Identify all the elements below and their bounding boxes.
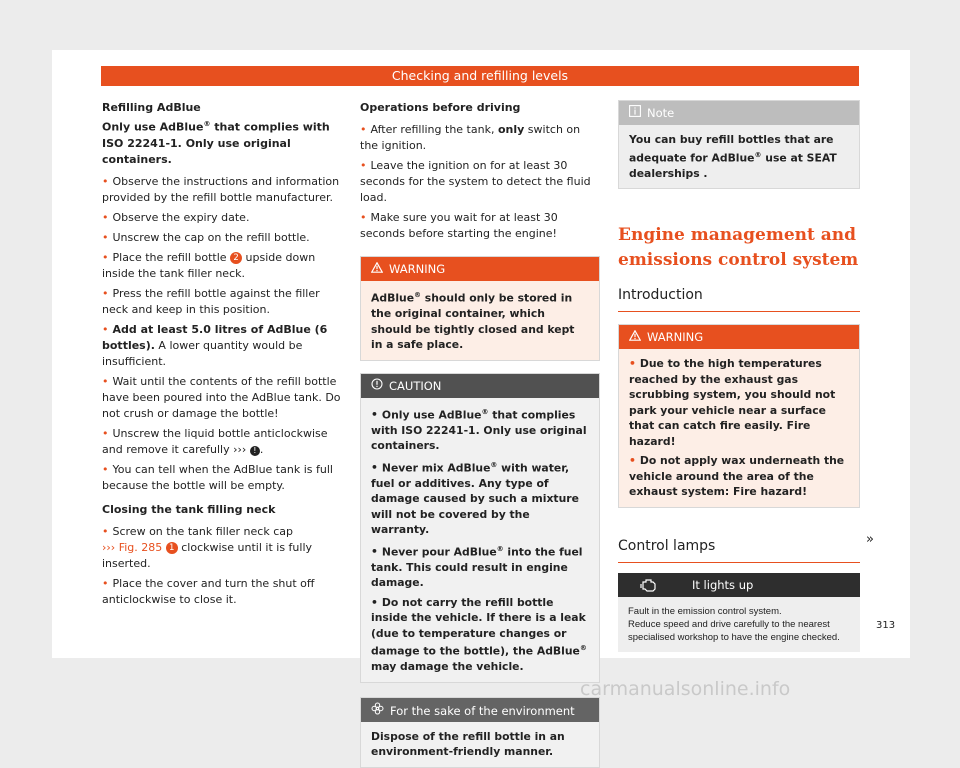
- caution-box: [360, 373, 600, 683]
- list-item: • Do not apply wax underneath the vehicle around the area of the exhaust system: Fire hazard!: [629, 454, 845, 499]
- engine-lamp-icon: [640, 573, 658, 605]
- callout-number: 2: [230, 252, 242, 264]
- environment-text: Dispose of the refill bottle in an environment-friendly manner.: [361, 722, 599, 767]
- environment-flower-icon: [371, 702, 384, 719]
- warning-header: WARNING: [361, 257, 599, 281]
- column-2: [360, 100, 600, 768]
- list-item: • Only use AdBlue® that complies with ISO 22241-1. Only use original containers.: [371, 407, 587, 453]
- warning-box: [618, 324, 860, 508]
- note-box: [618, 100, 860, 189]
- lamp-description: Fault in the emission control system. Reduce speed and drive carefully to the nearest specialised workshop to have the engine checked.: [618, 597, 860, 652]
- warning-triangle-icon: [629, 329, 641, 345]
- note-header: Note: [619, 101, 859, 125]
- list-item: • Unscrew the cap on the refill bottle.: [102, 230, 310, 244]
- column-3: [618, 100, 860, 652]
- lamp-header: [618, 573, 860, 597]
- list-item: • Place the cover and turn the shut off anticlockwise to close it.: [102, 576, 315, 606]
- caution-text: [361, 398, 599, 682]
- environment-header: For the sake of the environment: [361, 698, 599, 722]
- list-item: • Due to the high temperatures reached by the exhaust gas scrubbing system, you should not park your vehicle near a surface that can catch fire easily. Fire hazard!: [629, 357, 836, 448]
- caution-header: CAUTION: [361, 374, 599, 398]
- watermark: carmanualsonline.info: [580, 678, 791, 700]
- control-lamps-heading: Control lamps: [618, 536, 860, 563]
- list-item: • Make sure you wait for at least 30 seconds before starting the engine!: [360, 211, 558, 240]
- refilling-heading: Refilling AdBlue: [102, 101, 201, 114]
- alert-icon: !: [250, 446, 260, 456]
- caution-circle-icon: [371, 378, 383, 394]
- note-text: You can buy refill bottles that are adequate for AdBlue® use at SEAT dealerships .: [619, 125, 859, 188]
- page-number: 313: [876, 620, 896, 631]
- list-item: • Place the refill bottle 2 upside down inside the tank filler neck.: [102, 250, 316, 280]
- warning-box: [360, 256, 600, 361]
- warning-triangle-icon: [371, 261, 383, 277]
- section-header: Checking and refilling levels: [101, 66, 859, 86]
- continue-mark: »: [866, 532, 874, 547]
- list-item: • Leave the ignition on for at least 30 seconds for the system to detect the fluid load.: [360, 159, 591, 204]
- callout-number: 1: [166, 542, 178, 554]
- warning-text: [619, 349, 859, 507]
- list-item: • Press the refill bottle against the filler neck and keep in this position.: [102, 286, 320, 316]
- introduction-heading: Introduction: [618, 285, 860, 312]
- list-item: • Screw on the tank filler neck cap ››› Fig. 285 1 clockwise until it is fully inserted.: [102, 524, 313, 570]
- warning-text: AdBlue® should only be stored in the original container, which should be tightly closed and kept in a safe place.: [361, 281, 599, 360]
- warning-header: WARNING: [619, 325, 859, 349]
- list-item: • Never pour AdBlue® into the fuel tank. This could result in engine damage.: [371, 544, 583, 590]
- list-item: • You can tell when the AdBlue tank is full because the bottle will be empty.: [102, 462, 333, 492]
- column-1: [102, 100, 347, 612]
- section-title: Engine management and emissions control system: [618, 225, 859, 271]
- list-item: • Observe the expiry date.: [102, 210, 250, 224]
- list-item: • Unscrew the liquid bottle anticlockwise and remove it carefully ››› ! .: [102, 426, 328, 456]
- refilling-subheading: Only use AdBlue® that complies with ISO 22241-1. Only use original containers.: [102, 120, 330, 166]
- list-item: • Observe the instructions and information provided by the refill bottle manufacturer.: [102, 174, 340, 204]
- list-item: • Do not carry the refill bottle inside the vehicle. If there is a leak (due to temperature changes or damage to the bottle), the AdBlue® may damage the vehicle.: [371, 595, 587, 674]
- operations-heading: Operations before driving: [360, 101, 521, 114]
- closing-heading: Closing the tank filling neck: [102, 502, 276, 516]
- list-item: • Add at least 5.0 litres of AdBlue (6 bottles). A lower quantity would be insufficient.: [102, 322, 328, 368]
- list-item: • Never mix AdBlue® with water, fuel or additives. Any type of damage caused by such a mixture will not be covered by the warranty.: [371, 460, 579, 537]
- lamp-label: It lights up: [692, 577, 754, 592]
- list-item: • After refilling the tank, only switch on the ignition.: [360, 123, 581, 152]
- control-lamp-table: [618, 573, 860, 652]
- figure-link[interactable]: ››› Fig. 285: [102, 540, 163, 554]
- info-icon: [629, 105, 641, 121]
- list-item: • Wait until the contents of the refill bottle have been poured into the AdBlue tank. Do not crush or damage the bottle!: [102, 374, 341, 420]
